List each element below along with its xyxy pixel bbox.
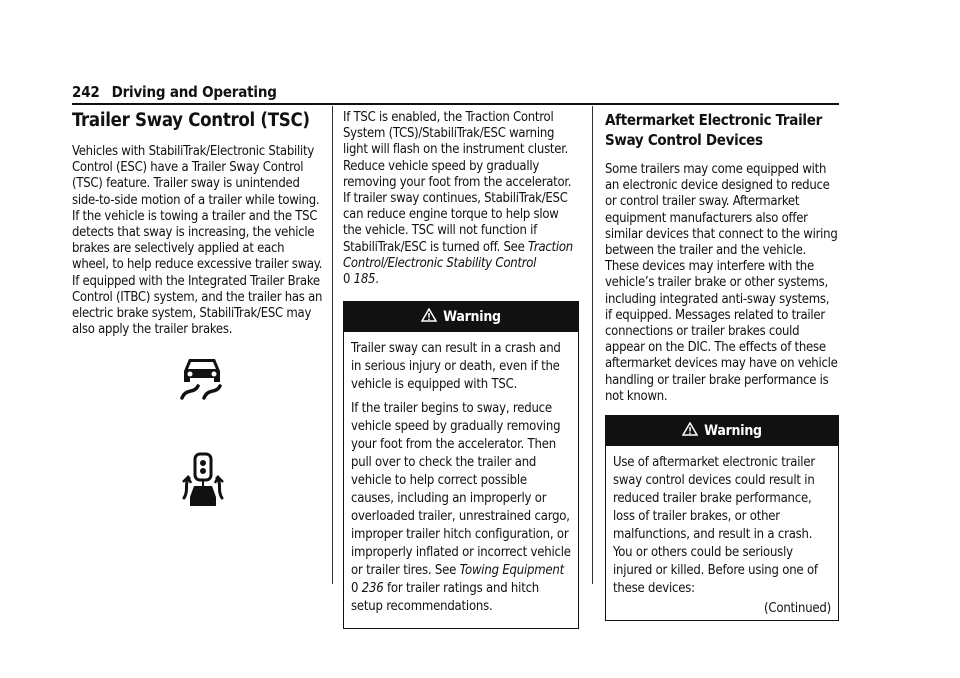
warning-box — [343, 301, 579, 629]
header-rule — [72, 103, 839, 105]
warning-triangle-icon — [682, 422, 698, 436]
section-title: Driving and Operating — [111, 83, 277, 101]
page-ref: 185 — [353, 272, 376, 288]
warning-triangle-icon — [421, 308, 437, 322]
warning-header — [344, 302, 578, 332]
warning-header — [606, 416, 838, 446]
warning-box — [605, 415, 839, 621]
warning-paragraph: Trailer sway can result in a crash and in serious injury or death, even if the vehicle is equipped with TSC. — [351, 341, 561, 393]
column-2 — [343, 110, 579, 629]
warning-body — [344, 332, 578, 628]
warning-body — [606, 446, 838, 620]
warning-paragraph: If the trailer begins to sway, reduce vehicle speed by gradually removing your foot from the accelerator. Then pull over to check the trailer and vehicle to help correct possible causes, including an improperly or overloaded trailer, unrestrained cargo, improper trailer hitch configuration, or improperly inflated or incorrect vehicle or trailer tires. See Towing Equipment 0 236 for trailer ratings and hitch setup recommendations. — [351, 401, 571, 615]
trailer-sway-icon — [181, 452, 225, 508]
body-paragraph: If TSC is enabled, the Traction Control System (TCS)/StabiliTrak/ESC warning light will flash on the instrument cluster. Reduce vehicle speed by gradually removing your foot from the accelerator. If trailer sway continues, StabiliTrak/ESC can reduce engine torque to help slow the vehicle. TSC will not function if StabiliTrak/ESC is turned off. See Traction Control/Electronic Stability Control 0 185. — [343, 110, 573, 288]
body-paragraph: If equipped with the Integrated Trailer Brake Control (ITBC) system, and the trailer has an electric brake system, StabiliTrak/ESC may also apply the trailer brakes. — [72, 273, 323, 338]
section-heading: Trailer Sway Control (TSC) — [72, 110, 310, 131]
continued-label: (Continued) — [764, 601, 831, 617]
page-ref: 236 — [361, 581, 384, 597]
page-header — [72, 83, 277, 101]
column-3 — [605, 110, 839, 621]
body-paragraph: Some trailers may come equipped with an electronic device designed to reduce or control trailer sway. Aftermarket equipment manufacturers also offer similar devices that connect to the wiring between the trailer and the vehicle. These devices may interfere with the vehicle’s trailer brake or other systems, including integrated anti-sway systems, if equipped. Messages related to trailer connections or trailer brakes could appear on the DIC. The effects of these aftermarket devices may have on vehicle handling or trailer brake performance is not known. — [605, 162, 838, 404]
cross-reference[interactable]: Traction Control/Electronic Stability Control 0 185 — [343, 239, 573, 288]
page-number: 242 — [72, 83, 100, 101]
column-1 — [72, 110, 324, 338]
warning-paragraph: Use of aftermarket electronic trailer sway control devices could result in reduced trailer brake performance, loss of trailer brakes, or other malfunctions, and result in a crash. You or others could be seriously injured or killed. Before using one of these devices: — [613, 455, 818, 597]
column-divider — [332, 106, 333, 584]
warning-title: Warning — [443, 309, 501, 326]
page-arrow-icon: 0 — [351, 581, 359, 597]
body-paragraph: Vehicles with StabiliTrak/Electronic Stability Control (ESC) have a Trailer Sway Control (TSC) feature. Trailer sway is unintended side-to-side motion of a trailer while towing. If the vehicle is towing a trailer and the TSC detects that sway is increasing, the vehicle brakes are selectively applied at each wheel, to help reduce excessive trailer sway. — [72, 144, 323, 273]
paragraph-text: If TSC is enabled, the Traction Control System (TCS)/StabiliTrak/ESC warning light will flash on the instrument cluster. Reduce vehicle speed by gradually removing your foot from the accelerator. If trailer sway continues, StabiliTrak/ESC can reduce engine torque to help slow the vehicle. TSC will not function if StabiliTrak/ESC is turned off. See — [343, 110, 572, 255]
stabilitrak-skid-car-icon — [178, 354, 226, 404]
column-divider — [592, 106, 593, 584]
section-heading: Aftermarket Electronic Trailer Sway Control Devices — [605, 111, 822, 149]
page-arrow-icon: 0 — [343, 272, 351, 288]
cross-reference[interactable]: Towing Equipment 0 236 — [351, 563, 565, 597]
warning-title: Warning — [704, 423, 762, 440]
